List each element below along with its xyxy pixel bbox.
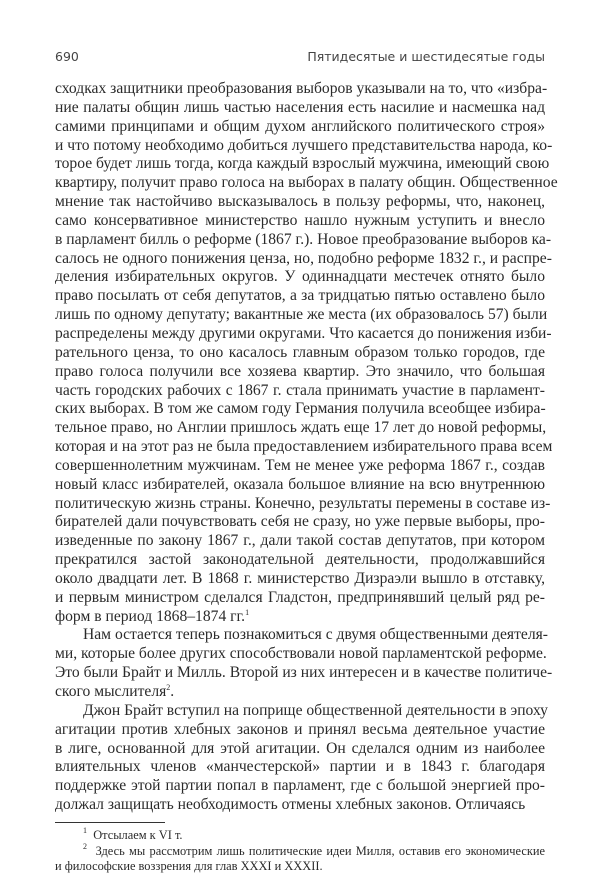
line-text: Это были Брайт и Милль. Второй из них интересен и в качестве политиче-	[55, 664, 553, 682]
page-header	[55, 49, 545, 67]
text-line	[55, 155, 550, 174]
line-text: право посылать от себя депутатов, а за тридцатью пятью оставлено было	[55, 287, 545, 305]
text-line	[55, 174, 558, 193]
body-text	[55, 80, 558, 815]
text-line	[55, 740, 545, 759]
text-line	[55, 664, 553, 683]
text-line	[55, 249, 552, 269]
line-text: распределены между другими округами. Что касается до понижения изби-	[55, 324, 552, 342]
text-line	[55, 570, 545, 589]
footnote	[55, 841, 545, 875]
footnote	[55, 828, 545, 844]
trailing-punct: .	[170, 683, 175, 700]
text-line	[55, 363, 545, 382]
text-line	[55, 721, 545, 740]
text-line	[55, 80, 548, 99]
footnote-text: и философские воззрения для глав XXXI и XXXII.	[55, 859, 323, 873]
text-line	[55, 589, 545, 608]
text-line	[55, 99, 545, 118]
line-text: Нам остается теперь познакомиться с двумя общественными деятеля-	[83, 626, 548, 644]
text-line	[55, 626, 548, 645]
footnote-line	[55, 828, 545, 844]
line-text: ских выборах. В том же самом году Германия получила всеобщее избира-	[55, 400, 546, 418]
line-text: влиятельных членов «манчестерской» партии и в 1843 г. благодаря	[55, 758, 545, 776]
text-line	[55, 513, 545, 532]
line-text: около двадцати лет. В 1868 г. министерство Дизраэли вышло в отставку,	[55, 569, 545, 587]
text-line	[55, 400, 545, 419]
line-text: лишь по одному депутату; вакантные же места (их образовалось 57) были	[55, 306, 548, 324]
paragraph	[55, 80, 558, 626]
footnote-ref: 1	[245, 607, 250, 617]
line-text: сходках защитники преобразования выборов указывали на то, что «избра-	[55, 80, 548, 97]
line-text: торое будет лишь тогда, когда каждый взрослый мужчина, имеющий свою	[55, 155, 550, 173]
footnote-marker: 1	[83, 826, 87, 835]
line-text: ского мыслителя	[55, 683, 167, 700]
text-line	[55, 193, 545, 212]
line-text: Джон Брайт вступил на поприще общественной деятельности в эпоху	[83, 701, 548, 719]
text-line	[55, 457, 545, 476]
footnote-line	[55, 841, 545, 860]
text-line	[55, 268, 545, 287]
paragraph	[55, 626, 553, 701]
text-line	[55, 551, 545, 570]
footnote-text: Отсылаем к VI т.	[93, 828, 183, 842]
text-line	[55, 777, 545, 796]
line-text: тельное право, но Англии пришлось ждать еще 17 лет до новой реформы,	[55, 419, 547, 437]
text-line	[55, 683, 545, 702]
page-number: 690	[55, 49, 79, 64]
footnote-marker: 2	[83, 841, 87, 851]
line-text: должал защищать необходимость отмены хлебных законов. Отличаясь	[55, 796, 526, 814]
paragraph	[55, 701, 548, 815]
footnote-line	[55, 859, 545, 875]
line-text: и первым министром сделался Гладстон, предпринявший целый ряд ре-	[55, 588, 545, 606]
text-line	[55, 382, 545, 401]
text-line	[55, 701, 548, 721]
line-text: которая и на этот раз не была предоставлением избирательного права всем	[55, 438, 553, 456]
footnote-text: Здесь мы рассмотрим лишь политические идеи Милля, оставив его экономические	[95, 843, 545, 858]
text-line	[55, 645, 545, 664]
line-text: совершеннолетним мужчинам. Тем не менее уже реформа 1867 г., создав	[55, 456, 545, 474]
text-line	[55, 212, 545, 231]
text-line	[55, 796, 545, 815]
line-text: бирателей дали почувствовать себя не сразу, но уже первые выборы, про-	[55, 513, 545, 531]
line-text: право голоса получили все хозяева квартир. Это значило, что большая	[55, 362, 545, 380]
line-text: рательного ценза, то оно касалось главным образом только городов, где	[55, 343, 545, 361]
line-text: в лиге, основанной для этой агитации. Он сделался одним из наиболее	[55, 739, 545, 757]
line-text: прекратился застой законодательной деятельности, продолжавшийся	[55, 551, 545, 569]
line-text: ние палаты общин лишь частью населения есть насилие и насмешка над	[55, 98, 545, 116]
line-text: самими принципами и общим духом английского политического строя»	[55, 117, 545, 135]
line-text: квартиру, получит право голоса на выборах в палату общин. Общественное	[55, 174, 558, 192]
line-text: само консервативное министерство нашло нужным уступить и внесло	[55, 211, 545, 229]
text-line	[55, 306, 548, 325]
line-text: поддержке этой партии попал в парламент, где с большой энергией про-	[55, 777, 545, 795]
line-text: в парламент билль о реформе (1867 г.). Новое преобразование выборов ка-	[55, 230, 552, 248]
footnotes	[55, 828, 545, 875]
line-text: новый класс избирателей, оказала большое влияние на всю внутреннюю	[55, 475, 545, 493]
text-line	[55, 230, 552, 250]
footnote-divider	[55, 822, 165, 823]
line-text: часть городских рабочих с 1867 г. стала принимать участие в парламент-	[55, 381, 545, 399]
footnote-ref: 2	[166, 683, 171, 692]
text-line	[55, 419, 545, 438]
text-line	[55, 758, 545, 777]
text-line	[55, 438, 553, 457]
text-line	[55, 476, 545, 495]
line-text: политическую жизнь страны. Конечно, результаты перемены в составе из-	[55, 494, 551, 512]
text-line	[55, 287, 545, 306]
line-text: салось не одного понижения ценза, но, подобно реформе 1832 г., и распре-	[55, 249, 552, 267]
text-line	[55, 532, 545, 551]
text-line	[55, 136, 553, 156]
line-text: изведенные по закону 1867 г., дали такой состав депутатов, при котором	[55, 532, 545, 550]
text-line	[55, 494, 551, 514]
running-title: Пятидесятые и шестидесятые годы	[307, 49, 545, 64]
line-text: форм в период 1868–1874 гг.	[55, 607, 246, 625]
line-text: мнение так настойчиво высказывалось в пользу реформы, что, наконец,	[55, 193, 545, 211]
line-text: ми, которые более других способствовали новой парламентской реформе.	[55, 645, 547, 663]
text-line	[55, 608, 545, 627]
line-text: деления избирательных округов. У одиннадцати местечек отнято было	[55, 268, 545, 286]
line-text: агитации против хлебных законов и принял весьма деятельное участие	[55, 720, 545, 738]
text-line	[55, 118, 545, 137]
text-line	[55, 324, 552, 344]
text-line	[55, 344, 545, 363]
line-text: и что потому необходимо добиться лучшего представительства народа, ко-	[55, 136, 553, 154]
